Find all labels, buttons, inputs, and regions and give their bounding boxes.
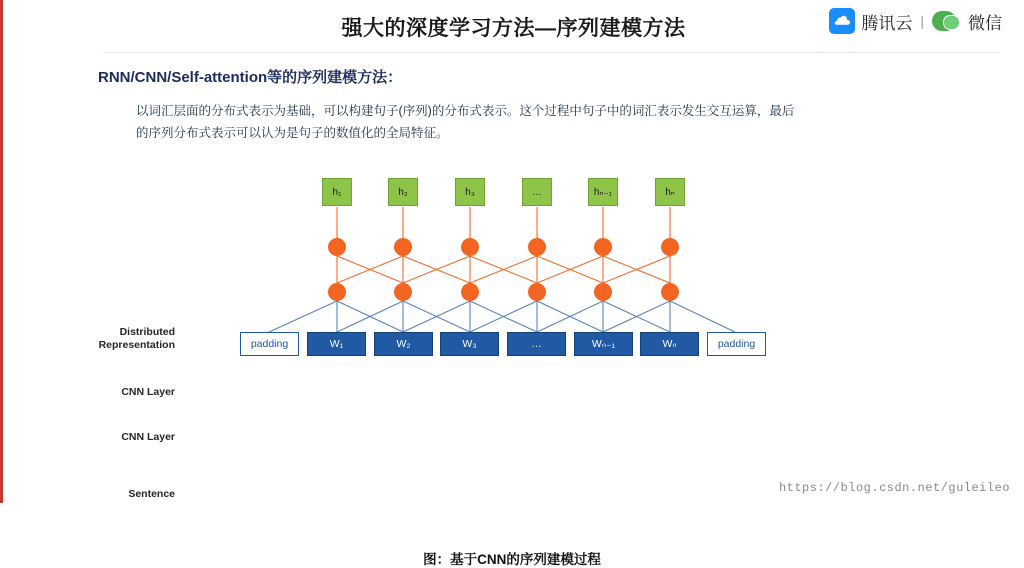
word-box: W₁ xyxy=(307,332,366,356)
watermark: https://blog.csdn.net/guleileo xyxy=(778,481,1010,495)
word-box: W₂ xyxy=(374,332,433,356)
section-title: RNN/CNN/Self-attention等的序列建模方法： xyxy=(98,69,403,86)
label-distributed-representation xyxy=(35,326,175,352)
label-cnn-layer-bottom: CNN Layer xyxy=(121,431,175,443)
cnn-node-top xyxy=(661,238,679,256)
brand-separator: | xyxy=(920,13,924,29)
word-box-padding: padding xyxy=(707,332,766,356)
brand-area xyxy=(829,8,1002,34)
hidden-node: … xyxy=(522,178,552,206)
wechat-icon xyxy=(932,11,956,31)
slide-header xyxy=(3,0,1024,52)
word-box-padding: padding xyxy=(240,332,299,356)
cnn-node-bottom xyxy=(394,283,412,301)
word-box: … xyxy=(507,332,566,356)
label-sentence: Sentence xyxy=(128,488,175,500)
word-box: Wₙ xyxy=(640,332,699,356)
cnn-node-top xyxy=(328,238,346,256)
cnn-node-top xyxy=(461,238,479,256)
figure-caption: 图：基于CNN的序列建模过程 xyxy=(423,552,601,567)
header-divider xyxy=(103,52,1000,53)
brand-name: 腾讯云 xyxy=(861,13,913,33)
diagram-edges xyxy=(0,150,1024,420)
hidden-node: h₃ xyxy=(455,178,485,206)
word-box: W₃ xyxy=(440,332,499,356)
hidden-node: h₂ xyxy=(388,178,418,206)
page-title: 强大的深度学习方法—序列建模方法 xyxy=(341,17,686,40)
cnn-node-bottom xyxy=(594,283,612,301)
cnn-node-top xyxy=(394,238,412,256)
wechat-label: 微信 xyxy=(968,13,1002,33)
word-box: Wₙ₋₁ xyxy=(574,332,633,356)
tencent-cloud-icon xyxy=(829,8,855,34)
cnn-node-bottom xyxy=(528,283,546,301)
hidden-node: hₙ₋₁ xyxy=(588,178,618,206)
hidden-node: hₙ xyxy=(655,178,685,206)
label-distributed-line2: Representation xyxy=(98,339,175,351)
cnn-node-bottom xyxy=(461,283,479,301)
cnn-node-top xyxy=(528,238,546,256)
label-distributed-line1: Distributed xyxy=(119,326,175,338)
cnn-node-bottom xyxy=(328,283,346,301)
label-cnn-layer-top: CNN Layer xyxy=(121,386,175,398)
cnn-node-top xyxy=(594,238,612,256)
hidden-node: h₁ xyxy=(322,178,352,206)
cnn-node-bottom xyxy=(661,283,679,301)
body-paragraph: 以词汇层面的分布式表示为基础，可以构建句子(序列)的分布式表示。这个过程中句子中的词汇表示发生交互运算，最后的序列分布式表示可以认为是句子的数值化的全局特征。 xyxy=(136,104,795,140)
